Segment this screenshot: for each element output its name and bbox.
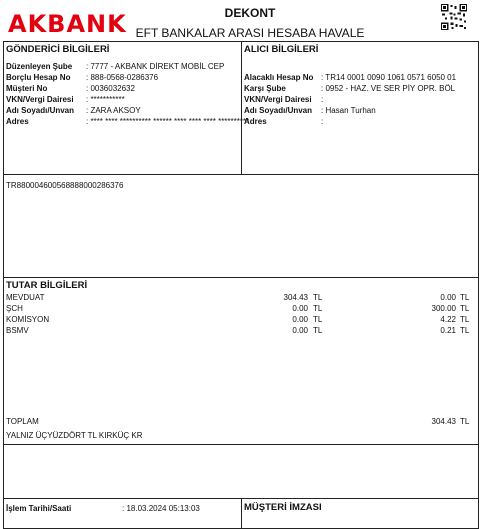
receiver-field-value: : Hasan Turhan — [321, 106, 376, 115]
qr-code-icon — [441, 4, 467, 30]
amount-row-label: ŞCH — [6, 304, 23, 313]
transaction-date-value: : 18.03.2024 05:13:03 — [122, 504, 200, 513]
receipt-frame — [3, 41, 479, 529]
amount-in-words: YALNIZ ÜÇYÜZDÖRT TL KIRKÜÇ KR — [6, 431, 143, 440]
document-title: DEKONT — [224, 6, 276, 20]
amount-row-label: BSMV — [6, 326, 29, 335]
amount-row-label: KOMİSYON — [6, 315, 50, 324]
sender-section-title: GÖNDERİCİ BİLGİLERİ — [6, 44, 110, 55]
amounts-section-title: TUTAR BİLGİLERİ — [6, 280, 88, 291]
transaction-description: TR880004600568888000286376 — [6, 181, 124, 190]
section-divider — [4, 444, 478, 445]
sender-field-label: Adres — [6, 117, 29, 126]
currency-label: TL — [460, 315, 470, 324]
receiver-field-value: : — [321, 95, 324, 104]
sender-field-label: Düzenleyen Şube — [6, 62, 73, 71]
currency-label: TL — [313, 326, 323, 335]
sender-field-label: Borçlu Hesap No — [6, 73, 71, 82]
total-currency: TL — [460, 417, 470, 426]
receiver-field-label: Adı Soyadı/Unvan — [244, 106, 313, 115]
amount-value: 0.21 — [440, 326, 456, 335]
amount-value: 0.00 — [440, 293, 456, 302]
currency-label: TL — [313, 304, 323, 313]
sender-field-value: : **** **** ********** ****** **** **** **** ********** — [86, 117, 250, 126]
currency-label: TL — [313, 293, 323, 302]
sender-field-label: VKN/Vergi Dairesi — [6, 95, 74, 104]
customer-signature-label: MÜŞTERİ İMZASI — [244, 502, 322, 513]
amount-value: 0.00 — [292, 304, 308, 313]
currency-label: TL — [460, 293, 470, 302]
receiver-field-value: : 0952 - HAZ. VE SER PİY OPR. BÖL — [321, 84, 456, 93]
amount-value: 304.43 — [283, 293, 308, 302]
amount-value: 4.22 — [440, 315, 456, 324]
amount-value: 300.00 — [431, 304, 456, 313]
sender-field-label: Adı Soyadı/Unvan — [6, 106, 75, 115]
sender-field-value: : *********** — [86, 95, 125, 104]
sender-field-value: : ZARA AKSOY — [86, 106, 141, 115]
receiver-field-label: Adres — [244, 117, 267, 126]
receiver-section-title: ALICI BİLGİLERİ — [244, 44, 319, 55]
sender-field-label: Müşteri No — [6, 84, 48, 93]
currency-label: TL — [460, 326, 470, 335]
section-divider — [4, 174, 478, 175]
total-label: TOPLAM — [6, 417, 39, 426]
receiver-field-label: VKN/Vergi Dairesi — [244, 95, 312, 104]
receiver-field-label: Alacaklı Hesap No — [244, 73, 314, 82]
receiver-field-label: Karşı Şube — [244, 84, 286, 93]
party-divider — [241, 42, 242, 174]
sender-field-value: : 0036032632 — [86, 84, 135, 93]
total-amount: 304.43 — [431, 417, 456, 426]
transaction-date-label: İşlem Tarihi/Saati — [6, 504, 72, 513]
footer-divider — [241, 498, 242, 528]
akbank-logo: AKBANK — [8, 10, 127, 38]
sender-field-value: : 7777 - AKBANK DİREKT MOBİL CEP — [86, 62, 225, 71]
currency-label: TL — [313, 315, 323, 324]
amount-value: 0.00 — [292, 326, 308, 335]
currency-label: TL — [460, 304, 470, 313]
document-subtitle: EFT BANKALAR ARASI HESABA HAVALE — [135, 26, 365, 40]
sender-field-value: : 888-0568-0286376 — [86, 73, 159, 82]
section-divider — [4, 277, 478, 278]
amount-row-label: MEVDUAT — [6, 293, 45, 302]
amount-value: 0.00 — [292, 315, 308, 324]
receiver-field-value: : — [321, 117, 324, 126]
receiver-field-value: : TR14 0001 0090 1061 0571 6050 01 — [321, 73, 457, 82]
